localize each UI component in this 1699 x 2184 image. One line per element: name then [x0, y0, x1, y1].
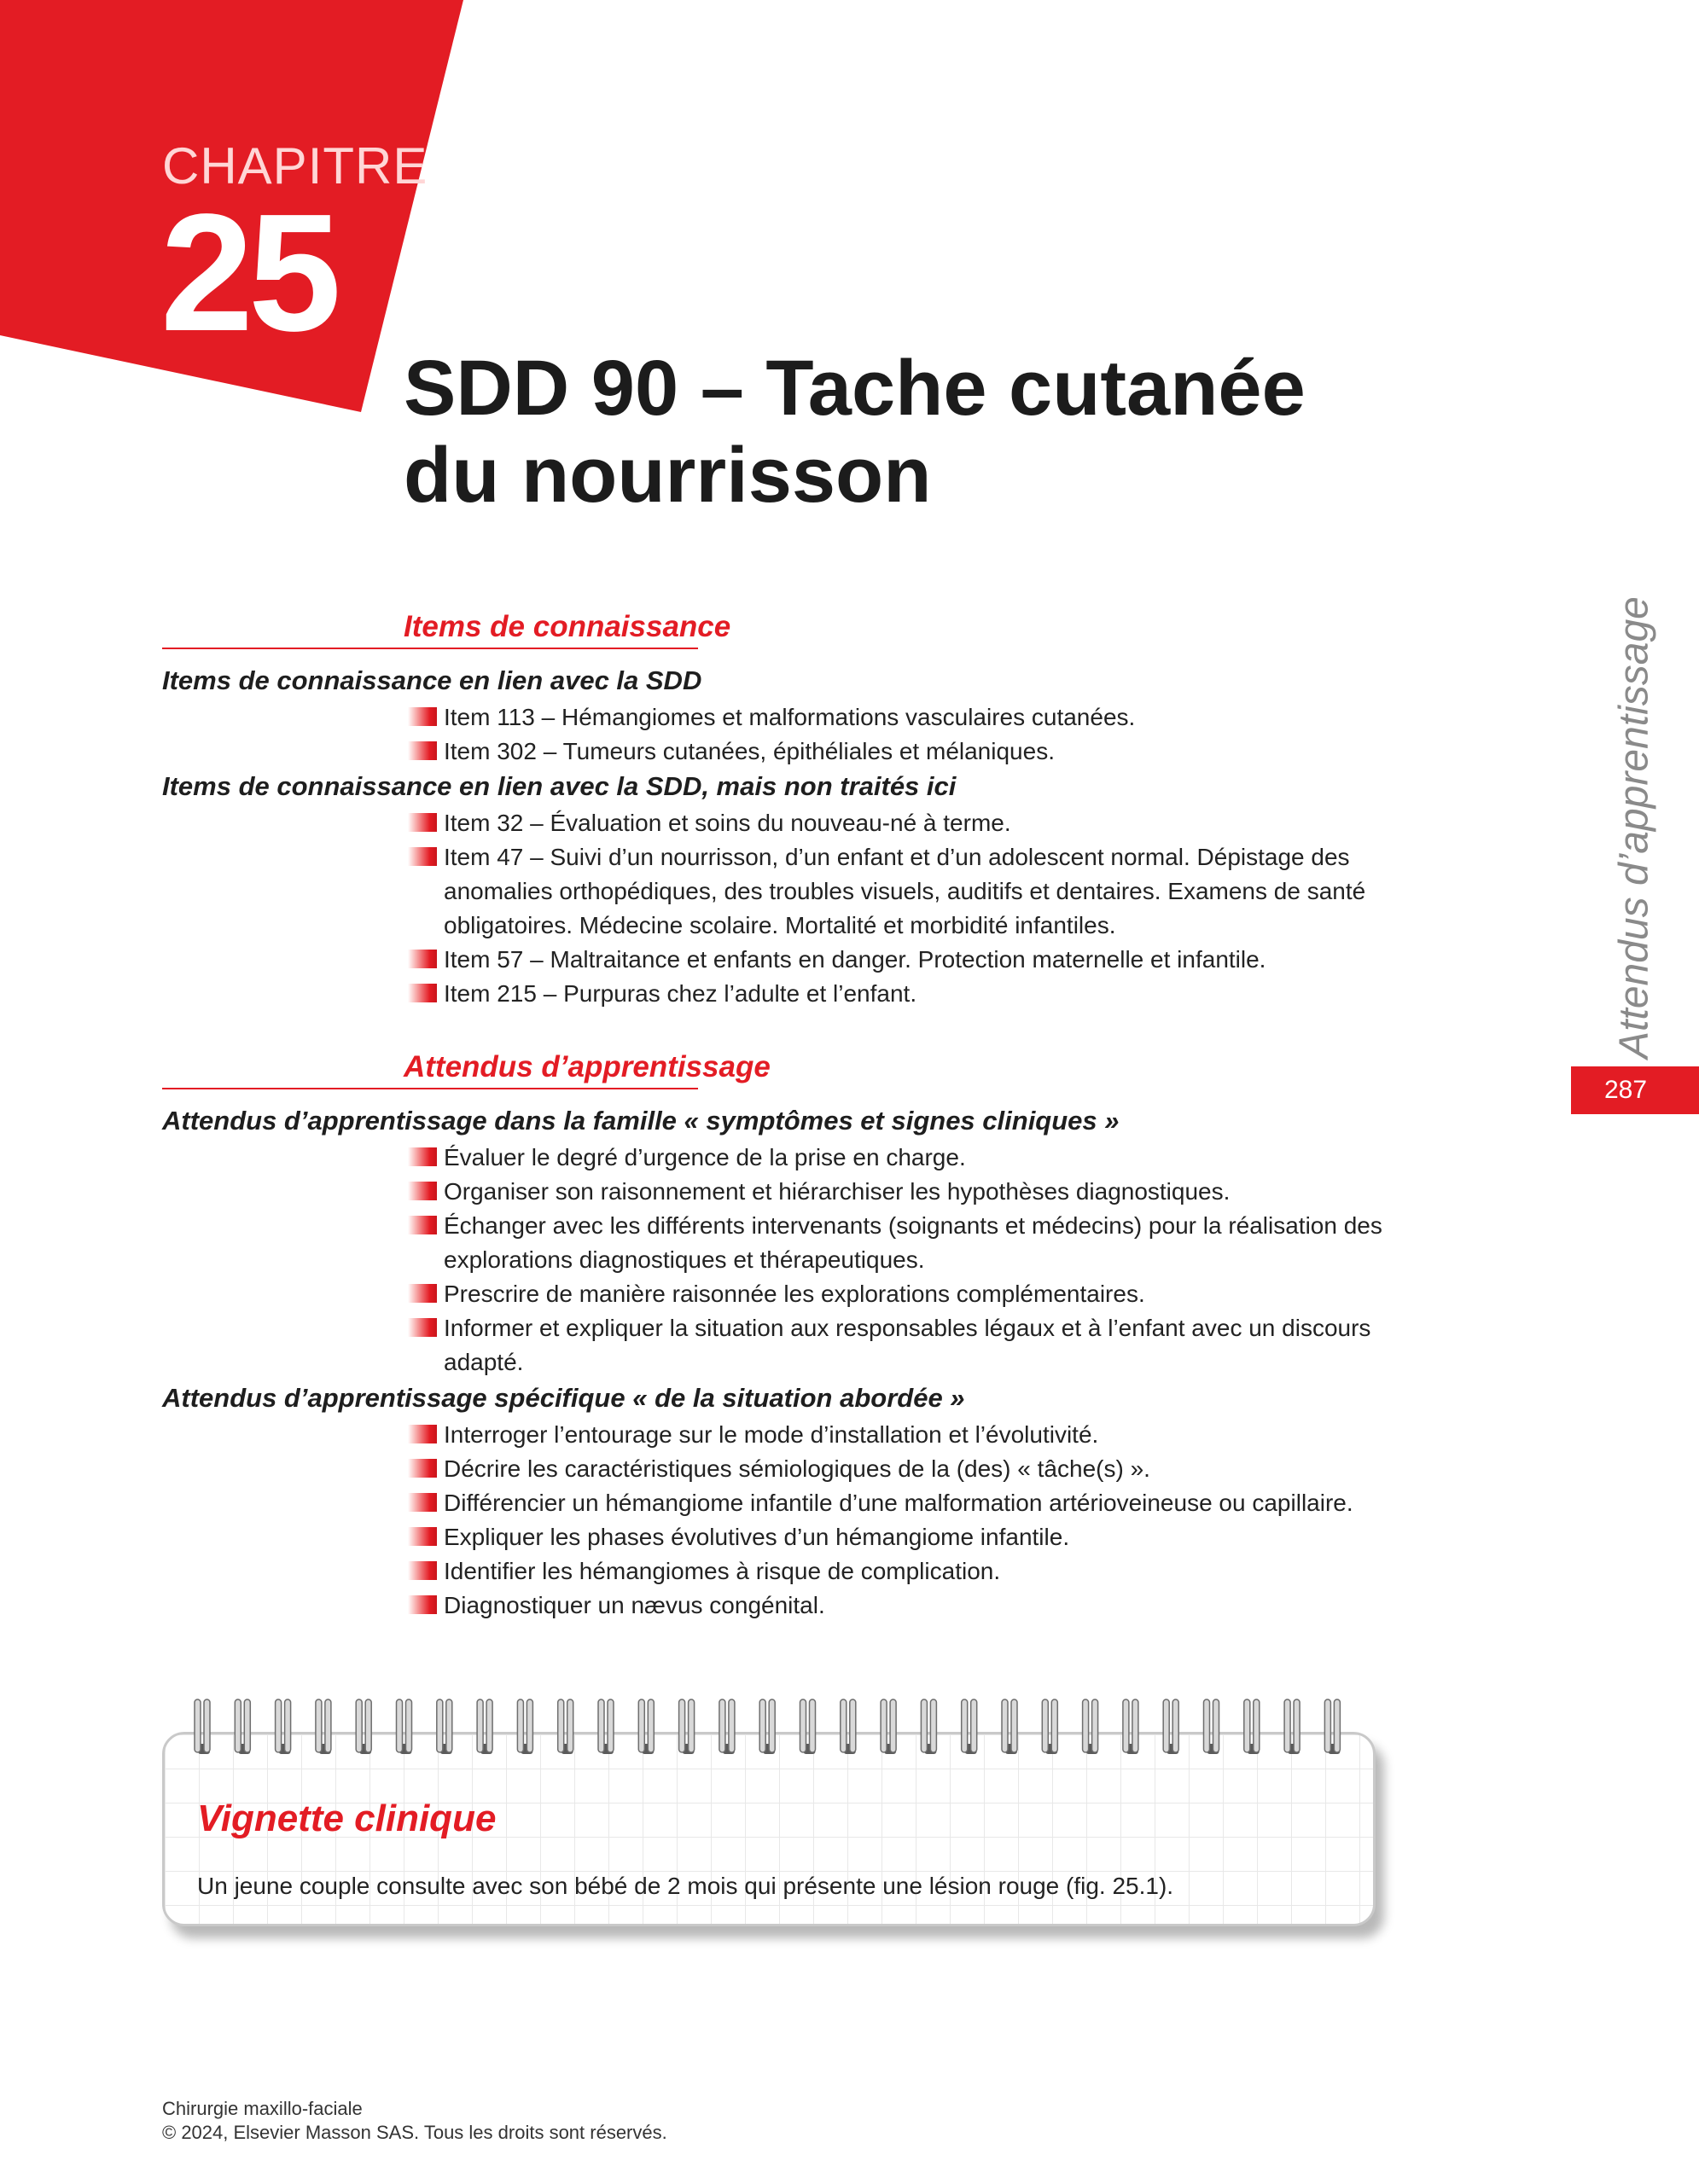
chapter-number: 25 [160, 179, 337, 366]
spiral-ring-icon [881, 1699, 896, 1754]
spiral-ring-icon [719, 1699, 735, 1754]
list-item: Item 32 – Évaluation et soins du nouveau-né à terme. [408, 806, 1398, 840]
spiral-ring-icon [1002, 1699, 1017, 1754]
bullet-icon [408, 950, 437, 968]
spiral-ring-icon [962, 1699, 977, 1754]
footer-book-title: Chirurgie maxillo-faciale [162, 2098, 363, 2119]
spiral-ring-icon [598, 1699, 614, 1754]
page-number-tab [1571, 1066, 1699, 1114]
list-item: Prescrire de manière raisonnée les explorations complémentaires. [408, 1277, 1398, 1311]
spiral-ring-icon [437, 1699, 452, 1754]
list-item: Identifier les hémangiomes à risque de complication. [408, 1554, 1398, 1589]
spiral-ring-icon [638, 1699, 654, 1754]
bullet-icon [408, 1561, 437, 1580]
knowledge-group-1-title: Items de connaissance en lien avec la SDD [162, 665, 702, 695]
bullet-icon [408, 1595, 437, 1614]
list-item: Item 302 – Tumeurs cutanées, épithéliales et mélaniques. [408, 735, 1398, 769]
bullet-icon [408, 1147, 437, 1166]
bullet-icon [408, 847, 437, 866]
bullet-icon [408, 813, 437, 832]
spiral-ring-icon [235, 1699, 250, 1754]
list-item: Diagnostiquer un nævus congénital. [408, 1589, 1398, 1623]
spiral-ring-icon [477, 1699, 492, 1754]
vignette-text: Un jeune couple consulte avec son bébé de 2 mois qui présente une lésion rouge (fig. 25.1). [197, 1873, 1174, 1899]
list-item: Organiser son raisonnement et hiérarchiser les hypothèses diagnostiques. [408, 1175, 1398, 1209]
spiral-ring-icon [397, 1699, 412, 1754]
list-item: Item 57 – Maltraitance et enfants en danger. Protection maternelle et infantile. [408, 943, 1398, 977]
side-section-label: Attendus d’apprentissage [1611, 596, 1657, 1059]
spiral-ring-icon [1163, 1699, 1178, 1754]
bullet-icon [408, 1527, 437, 1546]
list-item: Informer et expliquer la situation aux responsables légaux et à l’enfant avec un discours adapté. [408, 1311, 1398, 1380]
list-item: Expliquer les phases évolutives d’un hémangiome infantile. [408, 1520, 1398, 1554]
spiral-ring-icon [276, 1699, 291, 1754]
chapter-label: CHAPITRE [162, 137, 428, 195]
side-section-marker [1587, 596, 1681, 1059]
spiral-ring-icon [1083, 1699, 1098, 1754]
spiral-ring-icon [1244, 1699, 1260, 1754]
learning-group-1-title: Attendus d’apprentissage dans la famille « symptômes et signes cliniques » [162, 1106, 1120, 1136]
section-heading-knowledge [162, 600, 731, 649]
section-heading-learning-label: Attendus d’apprentissage [404, 1050, 771, 1083]
list-item: Différencier un hémangiome infantile d’une malformation artérioveineuse ou capillaire. [408, 1486, 1398, 1520]
bullet-icon [408, 1284, 437, 1303]
spiral-ring-icon [517, 1699, 532, 1754]
list-item: Évaluer le degré d’urgence de la prise en charge. [408, 1141, 1398, 1175]
spiral-ring-icon [921, 1699, 936, 1754]
list-item: Interroger l’entourage sur le mode d’installation et l’évolutivité. [408, 1418, 1398, 1452]
vignette-title: Vignette clinique [197, 1798, 497, 1839]
spiral-ring-icon [679, 1699, 695, 1754]
spiral-ring-icon [316, 1699, 331, 1754]
bullet-icon [408, 707, 437, 726]
spiral-ring-icon [759, 1699, 775, 1754]
bullet-icon [408, 1318, 437, 1337]
spiral-ring-icon [356, 1699, 371, 1754]
list-item: Item 113 – Hémangiomes et malformations vasculaires cutanées. [408, 700, 1398, 735]
footer-copyright: © 2024, Elsevier Masson SAS. Tous les droits sont réservés. [162, 2122, 667, 2143]
title-line-1: SDD 90 – Tache cutanée [404, 345, 1306, 432]
bullet-icon [408, 1493, 437, 1512]
bullet-icon [408, 741, 437, 760]
spiral-ring-icon [1284, 1699, 1300, 1754]
spiral-ring-icon [1324, 1699, 1340, 1754]
knowledge-group-2-title: Items de connaissance en lien avec la SDD, mais non traités ici [162, 771, 957, 801]
spiral-ring-icon [195, 1699, 210, 1754]
spiral-ring-icon [1042, 1699, 1057, 1754]
list-item: Item 215 – Purpuras chez l’adulte et l’enfant. [408, 977, 1398, 1011]
spiral-ring-icon [558, 1699, 573, 1754]
bullet-icon [408, 1459, 437, 1478]
spiral-ring-icon [1204, 1699, 1219, 1754]
bullet-icon [408, 1425, 437, 1443]
bullet-icon [408, 1216, 437, 1234]
spiral-ring-icon [800, 1699, 816, 1754]
footer [162, 2097, 667, 2145]
title-line-2: du nourrisson [404, 432, 932, 519]
section-heading-learning [162, 1040, 771, 1089]
spiral-binding-icon [188, 1696, 1357, 1764]
spiral-ring-icon [841, 1699, 856, 1754]
learning-group-2-title: Attendus d’apprentissage spécifique « de la situation abordée » [162, 1383, 965, 1413]
bullet-icon [408, 984, 437, 1002]
list-item: Décrire les caractéristiques sémiologiques de la (des) « tâche(s) ». [408, 1452, 1398, 1486]
spiral-ring-icon [1123, 1699, 1138, 1754]
bullet-icon [408, 1182, 437, 1200]
list-item: Échanger avec les différents intervenants (soignants et médecins) pour la réalisation des explorations diagnostiques et thérapeutiques. [408, 1209, 1398, 1277]
page-title [404, 345, 1306, 519]
list-item: Item 47 – Suivi d’un nourrisson, d’un enfant et d’un adolescent normal. Dépistage des anomalies orthopédiques, des troubles visuels, auditifs et dentaires. Examens de santé obligatoires. Médecine scolaire. Mortalité et morbidité infantiles. [408, 840, 1398, 943]
section-heading-knowledge-label: Items de connaissance [404, 610, 731, 643]
page-number: 287 [1603, 1076, 1648, 1104]
